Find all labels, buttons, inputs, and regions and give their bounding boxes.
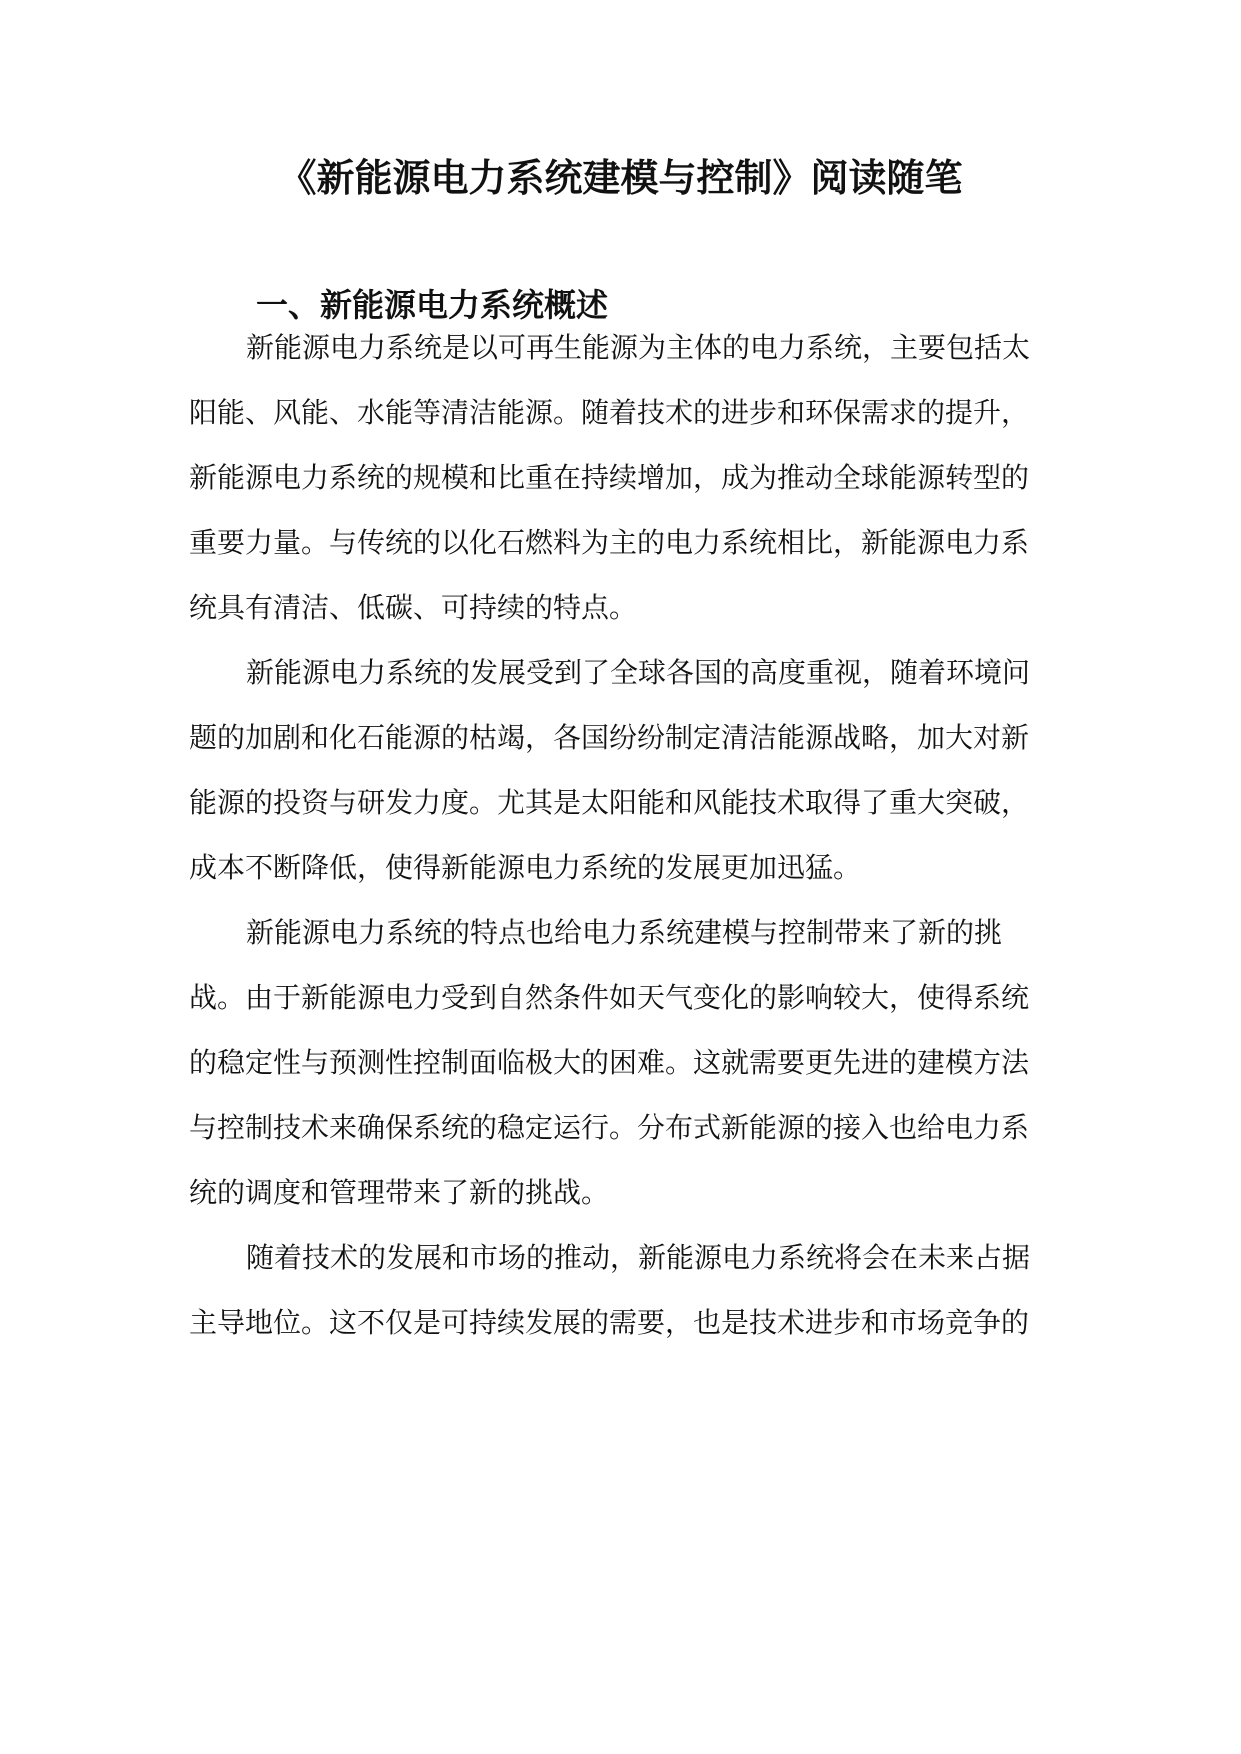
paragraph-line: 题的加剧和化石能源的枯竭，各国纷纷制定清洁能源战略，加大对新 <box>189 721 1030 754</box>
paragraph-line: 重要力量。与传统的以化石燃料为主的电力系统相比，新能源电力系 <box>189 526 1030 559</box>
paragraph-line: 新能源电力系统的特点也给电力系统建模与控制带来了新的挑 <box>246 916 1003 949</box>
paragraph-line: 成本不断降低，使得新能源电力系统的发展更加迅猛。 <box>189 851 862 884</box>
paragraph-line: 的稳定性与预测性控制面临极大的困难。这就需要更先进的建模方法 <box>189 1046 1030 1079</box>
paragraph-line: 随着技术的发展和市场的推动，新能源电力系统将会在未来占据 <box>246 1241 1031 1274</box>
paragraph-line: 新能源电力系统的发展受到了全球各国的高度重视，随着环境问 <box>246 656 1031 689</box>
paragraph-line: 统的调度和管理带来了新的挑战。 <box>189 1176 610 1209</box>
paragraph-line: 统具有清洁、低碳、可持续的特点。 <box>189 591 638 624</box>
paragraph-line: 与控制技术来确保系统的稳定运行。分布式新能源的接入也给电力系 <box>189 1111 1030 1144</box>
paragraph-line: 阳能、风能、水能等清洁能源。随着技术的进步和环保需求的提升， <box>189 396 1030 429</box>
paragraph-line: 新能源电力系统是以可再生能源为主体的电力系统，主要包括太 <box>246 331 1031 364</box>
paragraph-line: 能源的投资与研发力度。尤其是太阳能和风能技术取得了重大突破， <box>189 786 1030 819</box>
paragraph-line: 战。由于新能源电力受到自然条件如天气变化的影响较大，使得系统 <box>189 981 1030 1014</box>
paragraph-line: 主导地位。这不仅是可持续发展的需要，也是技术进步和市场竞争的 <box>189 1306 1030 1339</box>
document-title: 《新能源电力系统建模与控制》阅读随笔 <box>278 156 963 200</box>
section-heading: 一、新能源电力系统概述 <box>256 286 609 324</box>
paragraph-line: 新能源电力系统的规模和比重在持续增加，成为推动全球能源转型的 <box>189 461 1030 494</box>
